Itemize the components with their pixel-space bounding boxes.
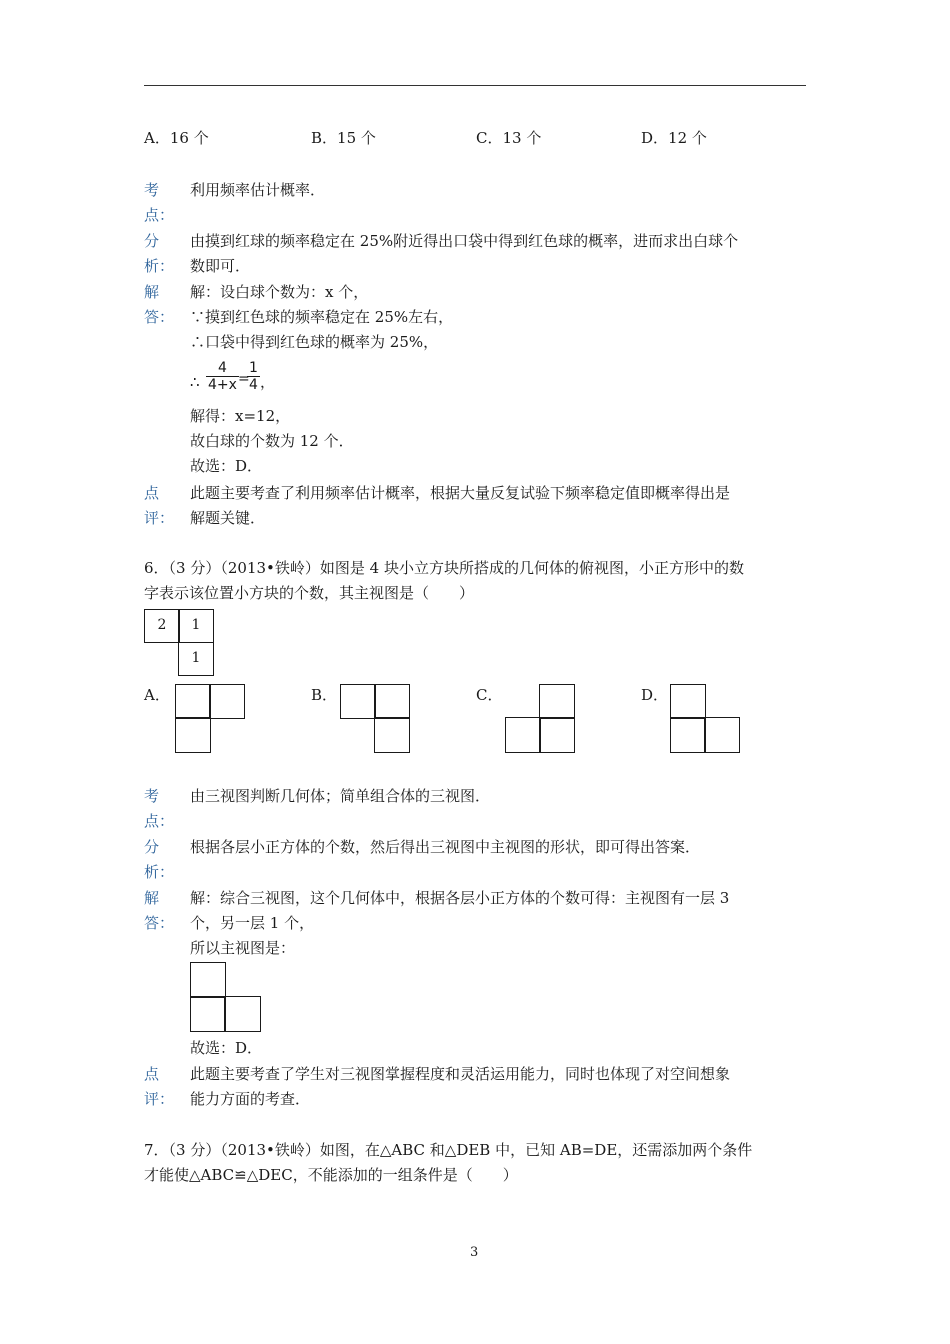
fenxi-label: 析：	[144, 863, 175, 881]
option-c-square	[505, 717, 541, 753]
top-view-cell: 1	[178, 609, 214, 643]
option-a: A．	[144, 686, 170, 704]
fraction-denominator: 4+x	[208, 377, 237, 393]
jieda-line: 故选：D．	[190, 1039, 263, 1057]
option-a: A．16 个	[144, 129, 209, 147]
fraction-1-over-4	[247, 360, 260, 393]
jieda-line: ∵摸到红色球的频率稳定在 25%左右，	[190, 308, 454, 326]
jieda-label: 答：	[144, 914, 175, 932]
jieda-line: 解：设白球个数为：x 个，	[190, 283, 369, 301]
top-view-cell: 2	[144, 609, 180, 643]
option-b-square	[340, 684, 376, 719]
question-6-stem: 字表示该位置小方块的个数，其主视图是（ ）	[144, 584, 475, 602]
jieda-label: 答：	[144, 308, 175, 326]
option-d: D．12 个	[641, 129, 707, 147]
question-7-stem: 才能使△ABC≌△DEC，不能添加的一组条件是（ ）	[144, 1166, 518, 1184]
jieda-line: 解：综合三视图，这个几何体中，根据各层小正方体的个数可得：主视图有一层 3	[190, 889, 730, 907]
fraction-numerator: 1	[249, 360, 258, 376]
option-c: C．13 个	[476, 129, 542, 147]
fraction-denominator: 4	[249, 377, 258, 393]
option-c-square	[539, 684, 575, 719]
kaodian-label: 考	[144, 181, 160, 199]
fenxi-label: 析：	[144, 257, 175, 275]
kaodian-label: 点：	[144, 206, 175, 224]
option-d-square	[670, 717, 706, 753]
jieda-label: 解	[144, 283, 160, 301]
option-d-square	[670, 684, 706, 719]
option-c-square	[539, 717, 575, 753]
option-a-square	[175, 684, 211, 719]
page-number: 3	[470, 1245, 479, 1260]
fenxi-label: 分	[144, 838, 160, 856]
jieda-line: 解得：x=12，	[190, 407, 291, 425]
dianping-text: 解题关键．	[190, 509, 266, 527]
jieda-line: 故白球的个数为 12 个．	[190, 432, 354, 450]
dianping-text: 此题主要考查了利用频率估计概率，根据大量反复试验下频率稳定值即概率得出是	[190, 484, 731, 502]
main-view-square	[190, 996, 226, 1032]
dianping-label: 评：	[144, 1090, 175, 1108]
jieda-line: 所以主视图是：	[190, 939, 296, 957]
fenxi-text: 数即可．	[190, 257, 251, 275]
jieda-line: ∴口袋中得到红色球的概率为 25%，	[190, 333, 439, 351]
jieda-line: 故选：D．	[190, 457, 263, 475]
option-d: D．	[641, 686, 669, 704]
jieda-line: 个，另一层 1 个，	[190, 914, 315, 932]
option-b-square	[374, 684, 410, 719]
dianping-label: 评：	[144, 509, 175, 527]
question-6-stem: 6．（3 分）（2013•铁岭）如图是 4 块小立方块所搭成的几何体的俯视图，小正方形中的数	[144, 559, 744, 577]
kaodian-text: 由三视图判断几何体；简单组合体的三视图．	[190, 787, 491, 805]
fenxi-label: 分	[144, 232, 160, 250]
option-b-square	[374, 717, 410, 753]
equals-sign: =	[238, 371, 250, 387]
therefore-symbol: ∴	[190, 373, 200, 391]
fraction-numerator: 4	[206, 360, 239, 377]
main-view-square	[224, 996, 261, 1032]
option-d-square	[704, 717, 740, 753]
header-rule	[144, 85, 806, 86]
kaodian-label: 考	[144, 787, 160, 805]
fenxi-text: 由摸到红球的频率稳定在 25%附近得出口袋中得到红色球的概率，进而求出白球个	[190, 232, 739, 250]
kaodian-text: 利用频率估计概率．	[190, 181, 326, 199]
option-a-square	[175, 717, 211, 753]
dianping-label: 点	[144, 484, 160, 502]
dianping-label: 点	[144, 1065, 160, 1083]
option-c: C．	[476, 686, 503, 704]
fraction-4-over-4-plus-x	[206, 360, 239, 393]
kaodian-label: 点：	[144, 812, 175, 830]
fenxi-text: 根据各层小正方体的个数，然后得出三视图中主视图的形状，即可得出答案．	[190, 838, 701, 856]
option-b: B．15 个	[311, 129, 376, 147]
comma: ，	[260, 373, 276, 391]
jieda-label: 解	[144, 889, 160, 907]
top-view-cell: 1	[178, 642, 214, 676]
dianping-text: 能力方面的考查．	[190, 1090, 311, 1108]
option-b: B．	[311, 686, 338, 704]
option-a-square	[209, 684, 245, 719]
dianping-text: 此题主要考查了学生对三视图掌握程度和灵活运用能力，同时也体现了对空间想象	[190, 1065, 731, 1083]
question-7-stem: 7．（3 分）（2013•铁岭）如图，在△ABC 和△DEB 中，已知 AB=DE，还需添加两个条件	[144, 1141, 753, 1159]
main-view-square	[190, 962, 226, 998]
